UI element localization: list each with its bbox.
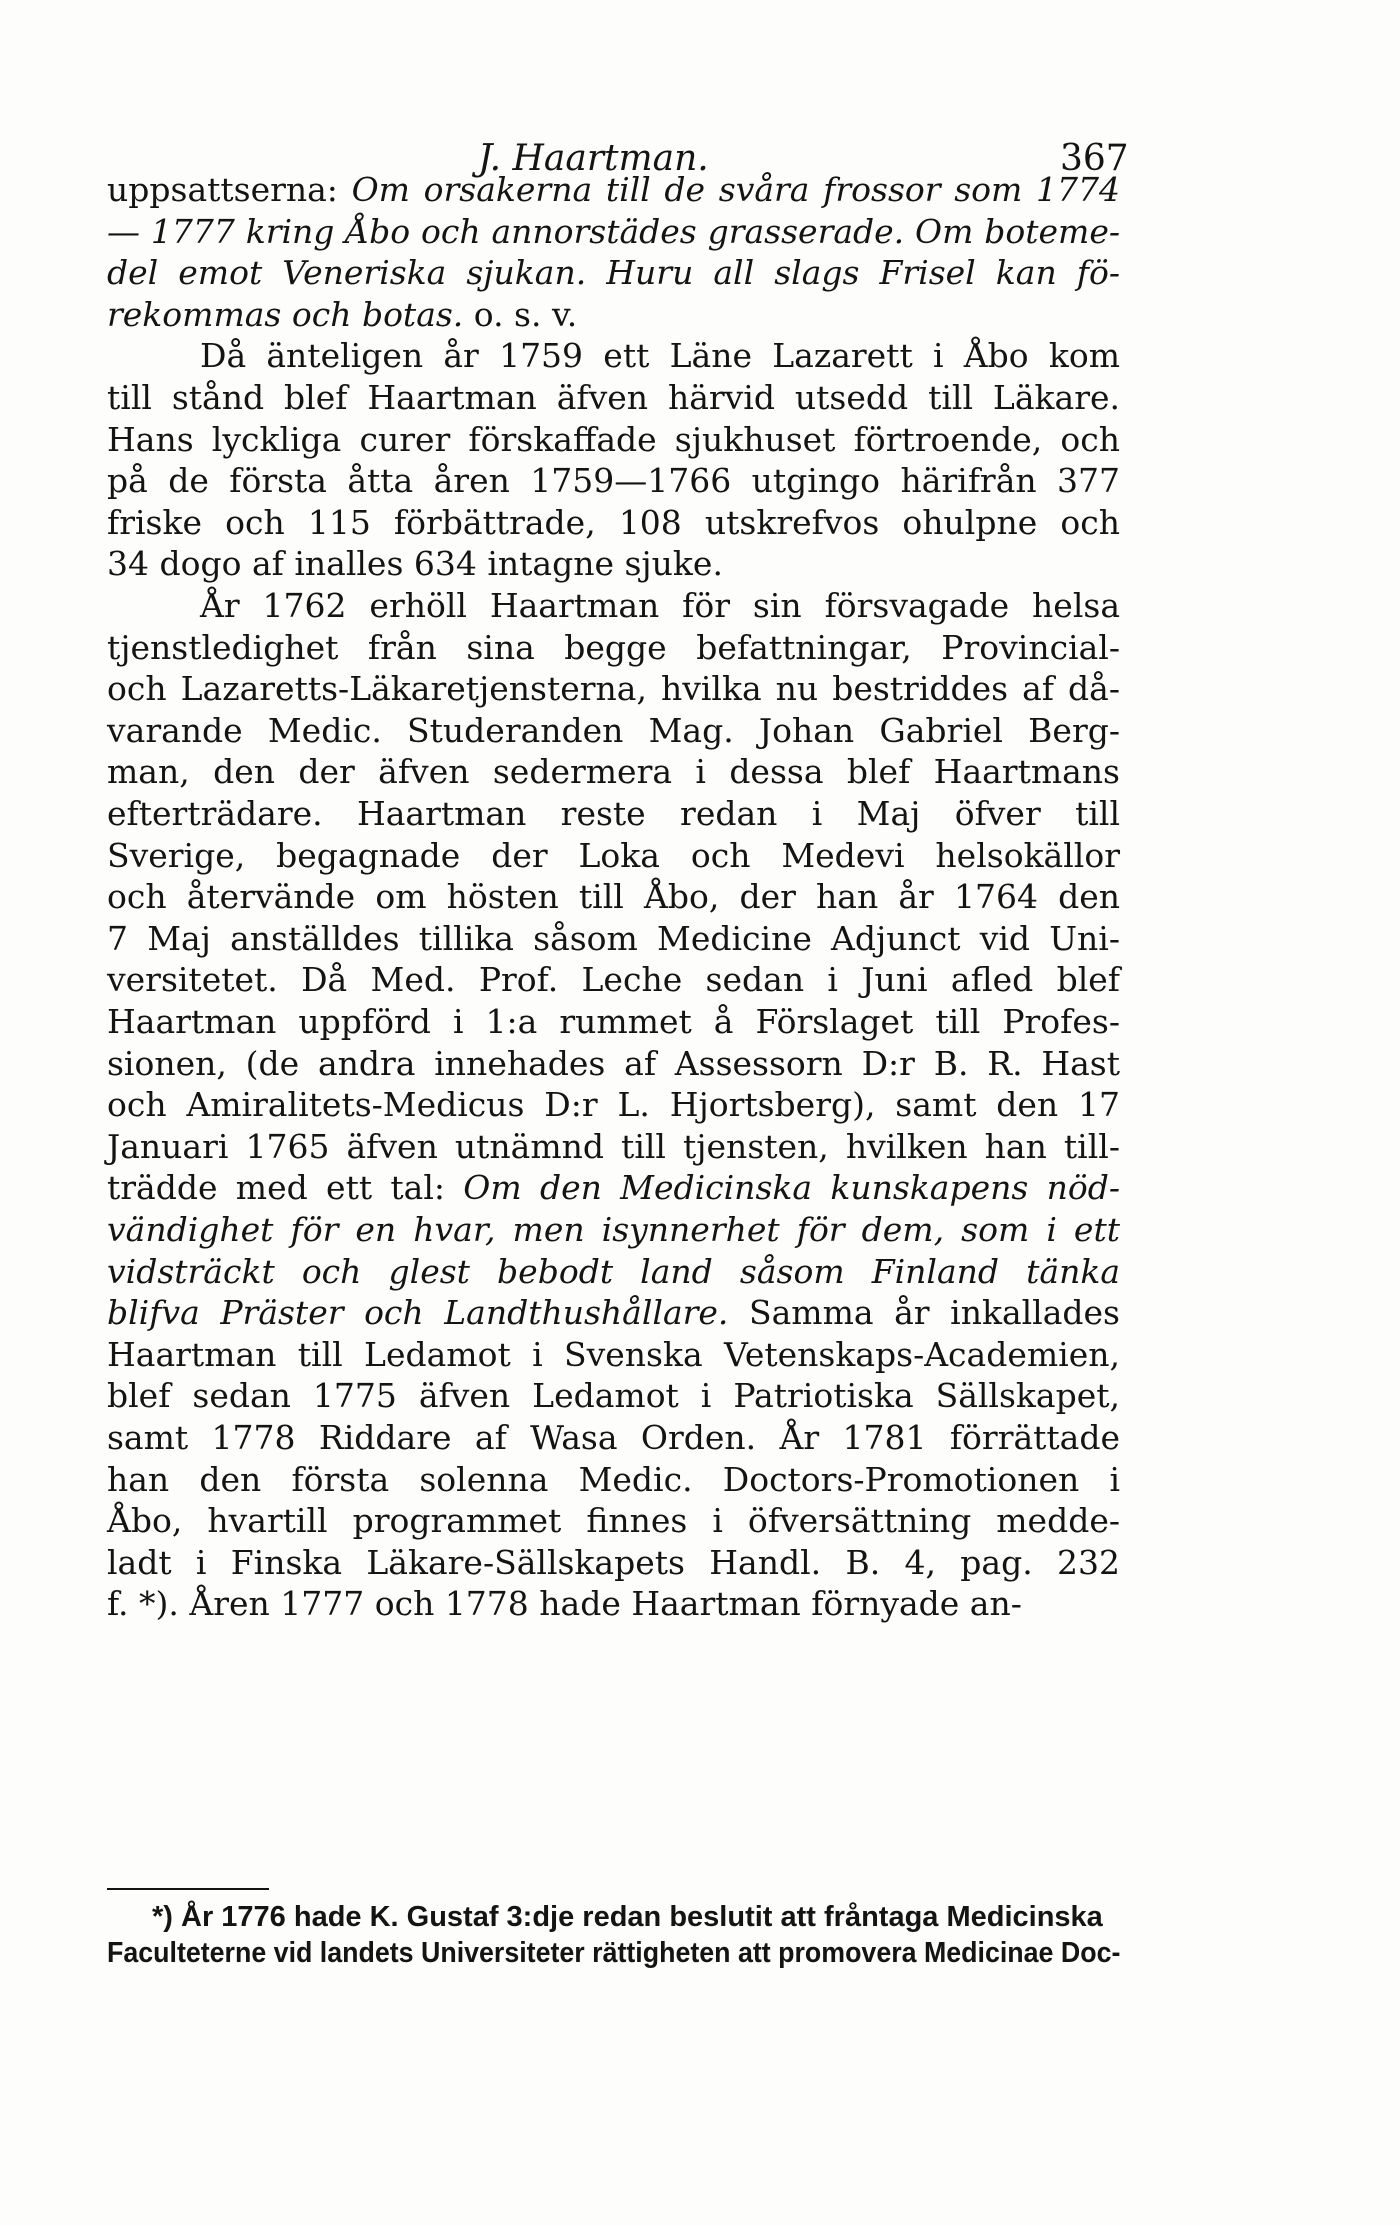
text-segment: och Lazaretts-Läkaretjensterna, hvilka nu bestriddes af då- bbox=[107, 669, 1120, 709]
text-segment: tjenstledighet från sina begge befattningar, Provincial- bbox=[107, 627, 1120, 667]
text-segment: på de första åtta åren 1759—1766 utgingo härifrån 377 bbox=[107, 461, 1120, 501]
text-segment: till stånd blef Haartman äfven härvid utsedd till Läkare. bbox=[107, 378, 1120, 417]
text-line bbox=[107, 1168, 1120, 1208]
text-line bbox=[107, 420, 1120, 460]
text-line bbox=[107, 1501, 1120, 1541]
text-line bbox=[107, 1584, 1120, 1624]
text-segment: och återvände om hösten till Åbo, der han år 1764 den bbox=[107, 877, 1120, 917]
text-line bbox=[107, 836, 1120, 876]
text-line bbox=[107, 1418, 1120, 1458]
text-line bbox=[107, 1293, 1120, 1333]
text-segment: f. *). Åren 1777 och 1778 hade Haartman förnyade an- bbox=[107, 1584, 1022, 1624]
text-segment: 34 dogo af inalles 634 intagne sjuke. bbox=[107, 544, 723, 584]
running-header-title: J. Haartman. bbox=[478, 138, 709, 179]
text-segment: versitetet. Då Med. Prof. Leche sedan i Juni afled blef bbox=[107, 960, 1120, 1000]
text-segment: efterträdare. Haartman reste redan i Maj öfver till bbox=[107, 794, 1120, 833]
italic-text: blifva Präster och Landthushållare. bbox=[107, 1293, 729, 1333]
text-line bbox=[107, 711, 1120, 751]
text-line bbox=[200, 336, 1120, 376]
text-line bbox=[107, 295, 1120, 335]
text-segment: Sverige, begagnade der Loka och Medevi helsokällor bbox=[107, 835, 1120, 875]
text-segment: o. s. v. bbox=[463, 294, 578, 334]
text-segment: Haartman till Ledamot i Svenska Vetenskaps-Academien, bbox=[107, 1334, 1120, 1374]
text-line bbox=[107, 960, 1120, 1000]
text-segment: uppsattserna: bbox=[107, 170, 352, 209]
text-segment: Hans lyckliga curer förskaffade sjukhuset förtroende, och bbox=[107, 419, 1120, 459]
text-segment: Januari 1765 äfven utnämnd till tjensten, hvilken han till- bbox=[107, 1126, 1120, 1166]
text-line bbox=[107, 170, 1120, 210]
text-line bbox=[107, 1127, 1120, 1167]
italic-text: Om den Medicinska kunskapens nöd- bbox=[463, 1168, 1120, 1208]
text-segment: 7 Maj anställdes tillika såsom Medicine Adjunct vid Uni- bbox=[107, 918, 1120, 958]
text-line bbox=[107, 628, 1120, 668]
text-line bbox=[107, 378, 1120, 418]
text-segment: Då änteligen år 1759 ett Läne Lazarett i Åbo kom bbox=[200, 336, 1120, 376]
text-segment: blef sedan 1775 äfven Ledamot i Patriotiska Sällskapet, bbox=[107, 1376, 1120, 1416]
italic-text: rekommas och botas. bbox=[107, 294, 464, 334]
italic-text: vidsträckt och glest bebodt land såsom Finland tänka bbox=[107, 1251, 1120, 1291]
text-segment: Åbo, hvartill programmet finnes i öfversättning medde- bbox=[107, 1501, 1120, 1541]
text-line bbox=[107, 669, 1120, 709]
italic-text: — 1777 kring Åbo och annorstädes grasserade. Om boteme- bbox=[107, 211, 1120, 251]
text-line bbox=[107, 794, 1120, 834]
text-segment: Samma år inkallades bbox=[728, 1293, 1120, 1333]
italic-text: del emot Veneriska sjukan. Huru all slags Frisel kan fö- bbox=[107, 253, 1120, 293]
text-line bbox=[107, 1002, 1120, 1042]
text-segment: man, den der äfven sedermera i dessa blef Haartmans bbox=[107, 752, 1120, 792]
text-line bbox=[107, 461, 1120, 501]
text-segment: ladt i Finska Läkare-Sällskapets Handl. B. 4, pag. 232 bbox=[107, 1542, 1120, 1582]
text-line bbox=[200, 586, 1120, 626]
text-line bbox=[107, 1044, 1120, 1084]
text-segment: Haartman uppförd i 1:a rummet å Förslaget till Profes- bbox=[107, 1002, 1120, 1041]
text-line bbox=[107, 1335, 1120, 1375]
text-segment: År 1762 erhöll Haartman för sin försvagade helsa bbox=[200, 586, 1120, 625]
text-segment: och Amiralitets-Medicus D:r L. Hjortsberg), samt den 17 bbox=[107, 1085, 1120, 1125]
italic-text: Om orsakerna till de svåra frossor som 1774 bbox=[351, 170, 1120, 209]
text-line bbox=[107, 919, 1120, 959]
text-line bbox=[107, 212, 1120, 252]
text-line bbox=[107, 544, 1120, 584]
footnote-rule bbox=[107, 1888, 269, 1890]
text-segment: samt 1778 Riddare af Wasa Orden. År 1781 förrättade bbox=[107, 1418, 1120, 1457]
page-number: 367 bbox=[1060, 138, 1129, 179]
text-segment: trädde med ett tal: bbox=[107, 1168, 464, 1208]
text-line bbox=[107, 1210, 1120, 1250]
text-segment: han den första solenna Medic. Doctors-Promotionen i bbox=[107, 1459, 1120, 1499]
text-line bbox=[107, 1543, 1120, 1583]
text-line bbox=[107, 1460, 1120, 1500]
text-segment: friske och 115 förbättrade, 108 utskrefvos ohulpne och bbox=[107, 502, 1120, 542]
text-line bbox=[107, 1376, 1120, 1416]
text-segment: sionen, (de andra innehades af Assessorn D:r B. R. Hast bbox=[107, 1043, 1120, 1083]
text-line bbox=[107, 877, 1120, 917]
text-line bbox=[107, 752, 1120, 792]
footnote-line: *) År 1776 hade K. Gustaf 3:dje redan beslutit att fråntaga Medicinska bbox=[152, 1901, 1103, 1933]
text-line bbox=[107, 503, 1120, 543]
footnote-line: Faculteterne vid landets Universiteter rättigheten att promovera Medicinae Doc- bbox=[107, 1937, 1121, 1969]
italic-text: vändighet för en hvar, men isynnerhet för dem, som i ett bbox=[107, 1210, 1120, 1249]
text-line bbox=[107, 1085, 1120, 1125]
text-line bbox=[107, 253, 1120, 293]
text-line bbox=[107, 1252, 1120, 1292]
text-segment: varande Medic. Studeranden Mag. Johan Gabriel Berg- bbox=[107, 710, 1120, 750]
